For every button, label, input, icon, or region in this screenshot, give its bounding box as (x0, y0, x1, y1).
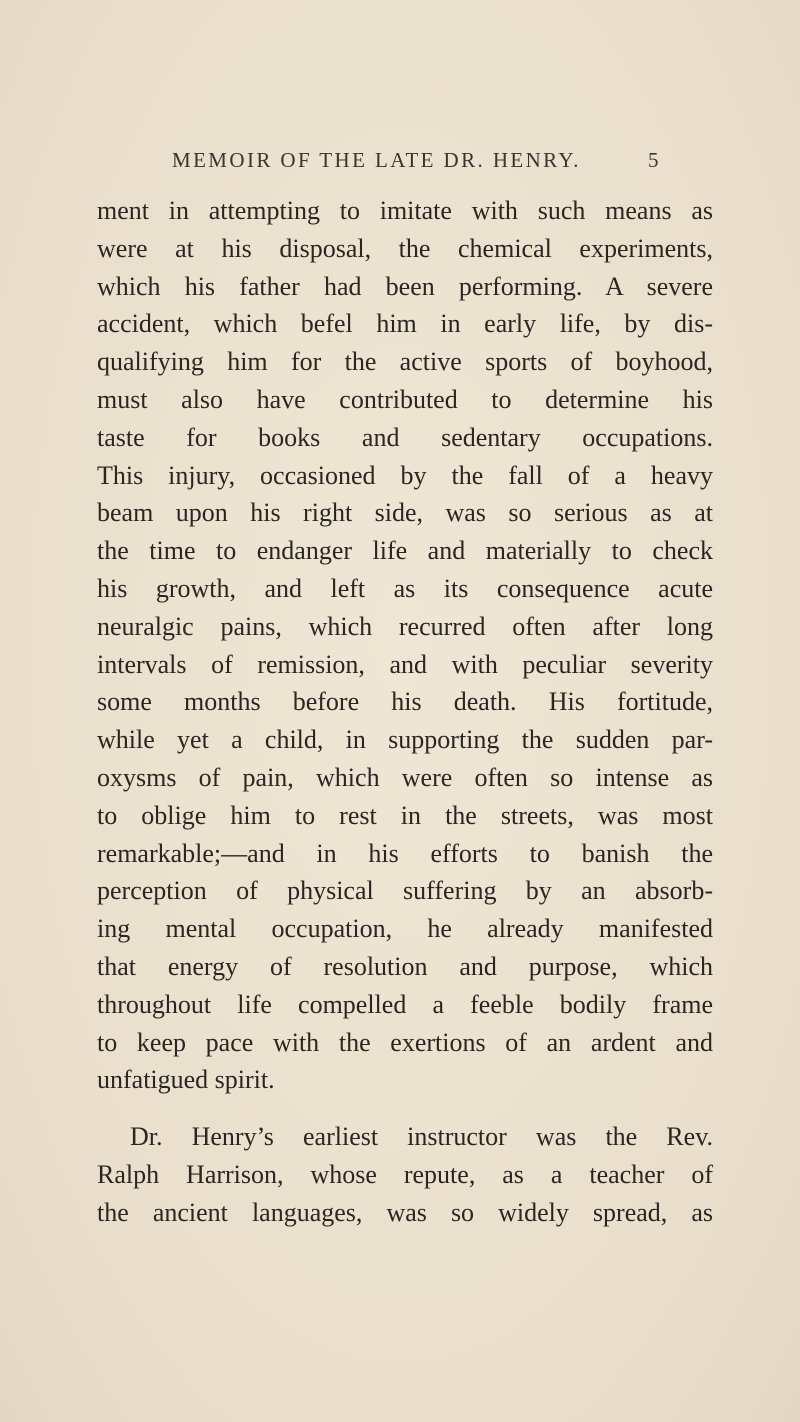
text-line: throughout life compelled a feeble bodily frame (97, 989, 713, 1019)
text-line: his growth, and left as its consequence acute (97, 573, 713, 603)
text-line: remarkable;—and in his efforts to banish the (97, 838, 713, 868)
text-line: beam upon his right side, was so serious as at (97, 498, 713, 528)
text-line: oxysms of pain, which were often so intense as (97, 762, 713, 792)
body-text (97, 192, 713, 1232)
text-line: This injury, occasioned by the fall of a heavy (97, 460, 713, 490)
text-line: ment in attempting to imitate with such means as (97, 196, 713, 225)
text-line: Dr. Henry’s earliest instructor was the Rev. (130, 1122, 713, 1152)
text-line: Ralph Harrison, whose repute, as a teacher of (97, 1159, 713, 1189)
text-line: the ancient languages, was so widely spread, as (97, 1197, 713, 1227)
text-line: that energy of resolution and purpose, which (97, 951, 713, 981)
paragraph-gap (97, 1099, 713, 1118)
text-line: were at his disposal, the chemical experiments, (97, 233, 713, 263)
text-line: some months before his death. His fortitude, (97, 687, 713, 717)
text-line: neuralgic pains, which recurred often after long (97, 611, 713, 641)
text-line: must also have contributed to determine his (97, 384, 713, 414)
text-line: accident, which befel him in early life, by dis- (97, 309, 713, 339)
text-line: while yet a child, in supporting the sudden par- (97, 725, 713, 755)
text-line: taste for books and sedentary occupations. (97, 422, 713, 452)
text-line: perception of physical suffering by an absorb- (97, 876, 713, 906)
text-line: ing mental occupation, he already manifested (97, 914, 713, 944)
paragraph-2 (97, 1118, 713, 1231)
running-head: MEMOIR OF THE LATE DR. HENRY. (172, 148, 581, 172)
text-line: which his father had been performing. A severe (97, 271, 713, 301)
paragraph-1 (97, 192, 713, 1099)
text-line: intervals of remission, and with peculiar severity (97, 649, 713, 679)
text-line: qualifying him for the active sports of boyhood, (97, 347, 713, 377)
text-line: unfatigued spirit. (97, 1065, 275, 1095)
text-line: to oblige him to rest in the streets, was most (97, 800, 713, 830)
page-number: 5 (648, 148, 659, 172)
text-line: the time to endanger life and materially to check (97, 536, 713, 566)
text-line: to keep pace with the exertions of an ardent and (97, 1027, 713, 1057)
